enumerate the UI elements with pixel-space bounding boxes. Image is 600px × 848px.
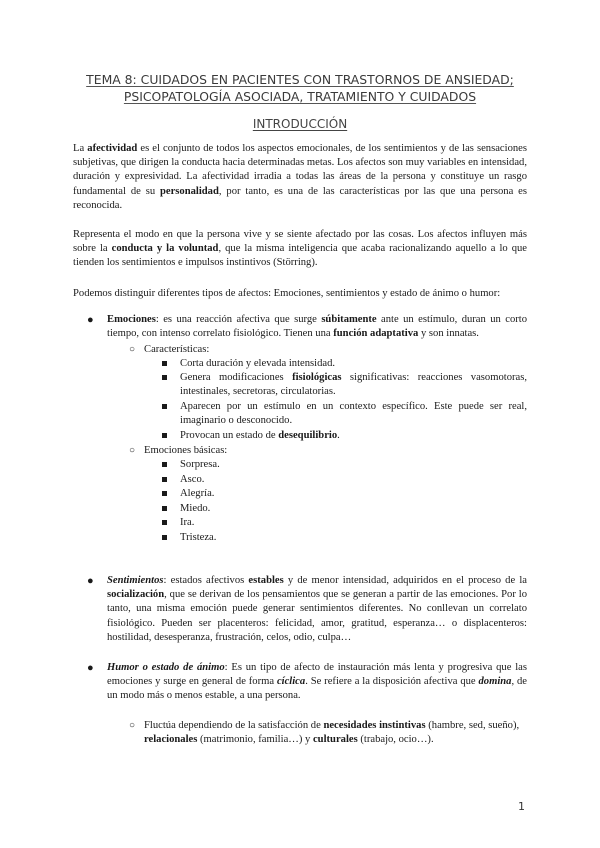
list-item: Genera modificaciones fisiológicas significativas: reacciones vasomotoras, intestinales, secretoras, circulatorias. <box>180 371 527 399</box>
list-item: Alegría. <box>180 487 527 501</box>
section-heading: INTRODUCCIÓN <box>252 117 348 131</box>
sublist-emociones-basicas: ○ Emociones básicas: <box>144 444 527 458</box>
square-bullet-icon <box>162 491 167 496</box>
circle-bullet-icon: ○ <box>129 720 136 731</box>
square-bullet-icon <box>162 375 167 380</box>
page-number: 1 <box>518 800 525 813</box>
page-title-line-1: TEMA 8: CUIDADOS EN PACIENTES CON TRASTORNOS DE ANSIEDAD; <box>86 72 514 87</box>
paragraph-representa: Representa el modo en que la persona vive y se siente afectado por las cosas. Los afectos influyen más sobre la conducta y la voluntad, que la misma inteligencia que acaba racionalizando aquello a lo que tienden los sentimientos e impulsos instintivos (Störring). <box>73 229 527 269</box>
bullet-sentimientos: ● Sentimientos: estados afectivos estables y de menor intensidad, adquiridos en el proceso de la socialización, que se derivan de los pensamientos que se generan a partir de las emociones. Por lo tanto, una misma emoción puede generar sentimientos diferentes. No conllevan un correlato fisiológico. Pueden ser placenteros: felicidad, amor, gratitud, esperanza… o displacenteros: hostilidad, desesperanza, frustración, celos, odio, culpa… <box>87 575 528 643</box>
list-item: Ira. <box>180 516 527 530</box>
square-bullet-icon <box>162 361 167 366</box>
square-bullet-icon <box>162 477 167 482</box>
list-item: Corta duración y elevada intensidad. <box>180 357 527 371</box>
square-bullet-icon <box>162 506 167 511</box>
bullet-emociones: ● Emociones: es una reacción afectiva que surge súbitamente ante un estímulo, duran un corto tiempo, con intenso correlato fisiológico. Tienen una función adaptativa y son innatas. <box>87 314 528 340</box>
list-item: Aparecen por un estímulo en un contexto específico. Este puede ser real, imaginario o desconocido. <box>180 400 527 428</box>
square-bullet-icon <box>162 520 167 525</box>
square-bullet-icon <box>162 462 167 467</box>
bullet-humor: ● Humor o estado de ánimo: Es un tipo de afecto de instauración más lenta y progresiva que las emociones y surge en general de forma cíclica. Se refiere a la disposición afectiva que domina, de un modo más o menos estable, a una persona. <box>87 662 527 702</box>
page-title-line-2: PSICOPATOLOGÍA ASOCIADA, TRATAMIENTO Y CUIDADOS <box>123 89 477 104</box>
list-item: Sorpresa. <box>180 458 527 472</box>
circle-bullet-icon: ○ <box>129 445 136 456</box>
list-item: Provocan un estado de desequilibrio. <box>180 429 527 443</box>
bullet-dot-icon: ● <box>87 314 94 326</box>
paragraph-afectividad: La afectividad es el conjunto de todos los aspectos emocionales, de los sentimientos y de las sensaciones subjetivas, que dirigen la conducta hacia determinadas metas. Los afectos son muy variables en intensidad, duración y expresividad. La afectividad irradia a todas las áreas de la persona y constituye un rasgo fundamental de su personalidad, por tanto, es una de las características por las que una persona es reconocida. <box>73 143 527 211</box>
bullet-dot-icon: ● <box>87 662 94 674</box>
list-item: Miedo. <box>180 502 527 516</box>
sublist-humor: ○ Fluctúa dependiendo de la satisfacción de necesidades instintivas (hambre, sed, sueño), relacionales (matrimonio, familia…) y culturales (trabajo, ocio…). <box>129 720 520 746</box>
bullet-dot-icon: ● <box>87 575 94 587</box>
square-bullet-icon <box>162 535 167 540</box>
list-item: Tristeza. <box>180 531 527 545</box>
list-item: Asco. <box>180 473 527 487</box>
paragraph-tipos: Podemos distinguir diferentes tipos de afectos: Emociones, sentimientos y estado de ánimo o humor: <box>73 288 501 299</box>
sublist-caracteristicas: ○ Características: <box>144 343 527 357</box>
circle-bullet-icon: ○ <box>129 344 136 355</box>
square-bullet-icon <box>162 404 167 409</box>
square-bullet-icon <box>162 433 167 438</box>
